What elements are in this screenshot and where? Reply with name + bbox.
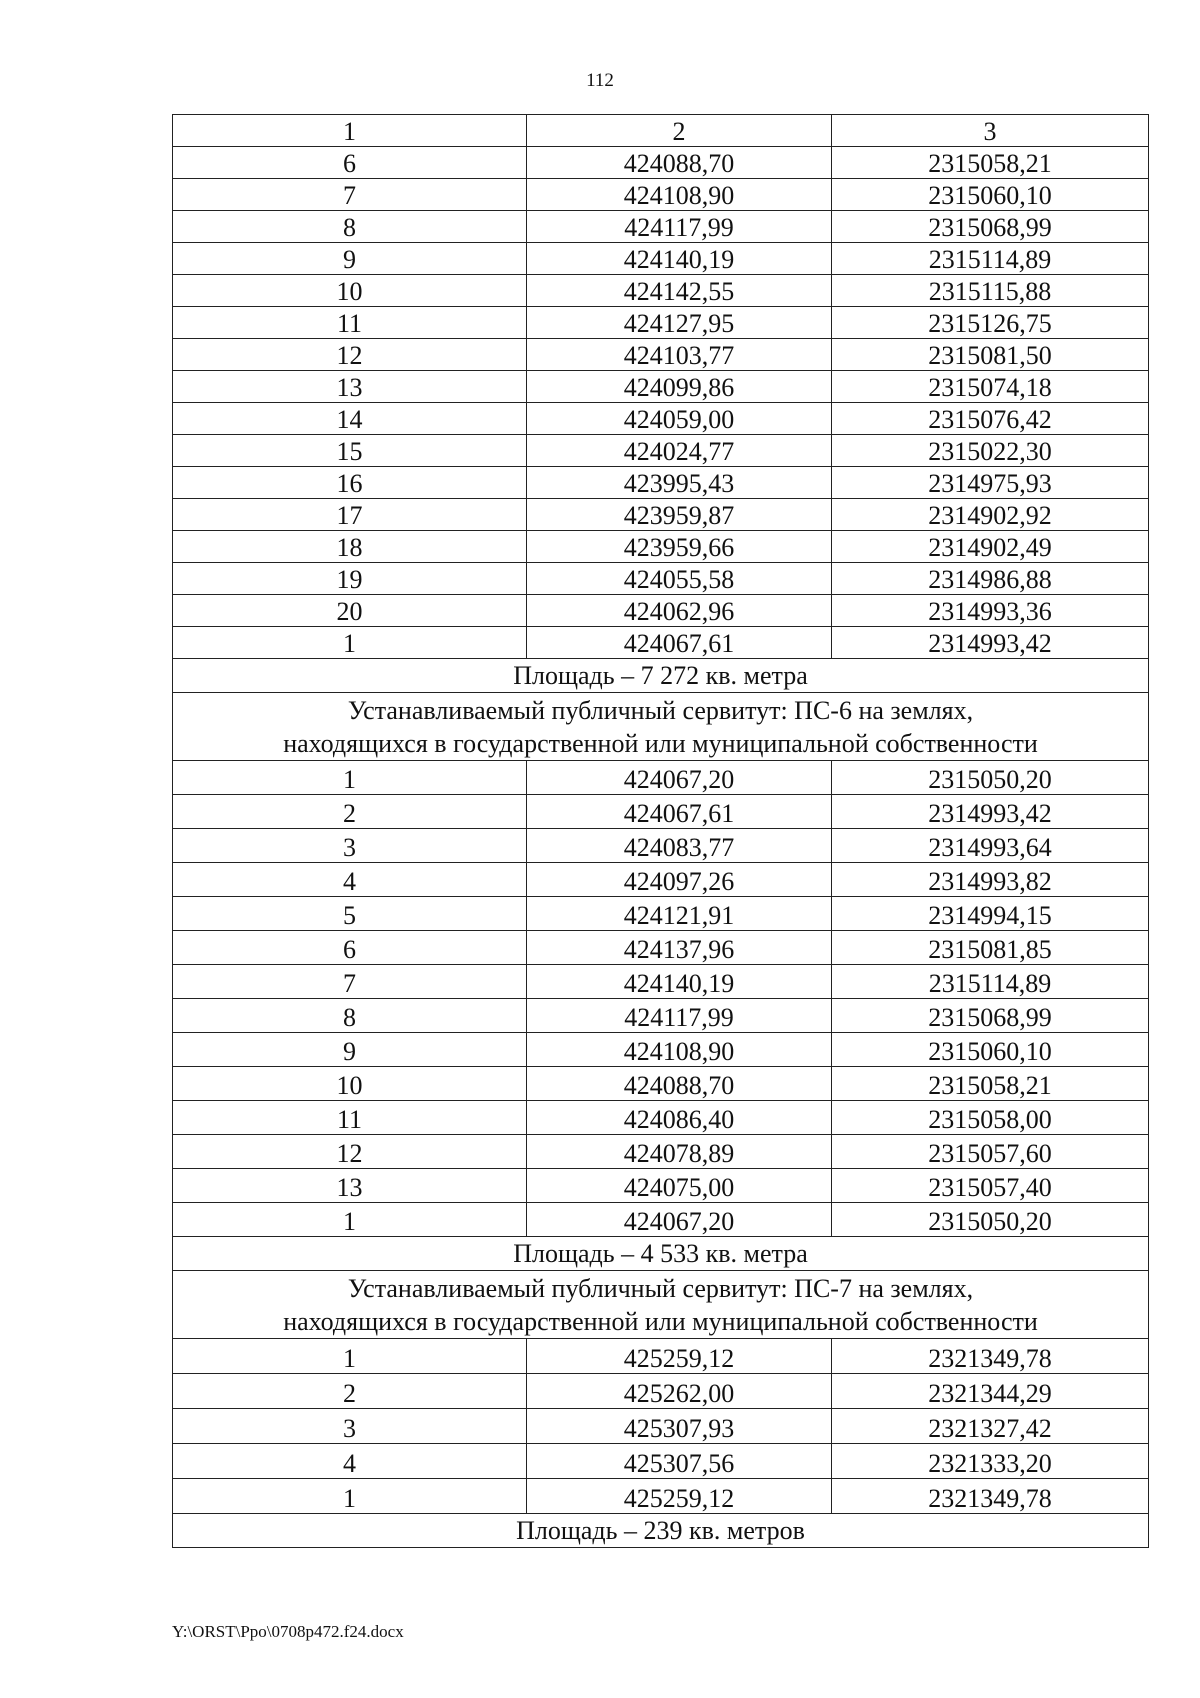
x-coordinate-cell: 424067,20 [527, 761, 832, 795]
table-row [173, 965, 1149, 999]
table-row [173, 761, 1149, 795]
y-coordinate-cell: 2314993,42 [832, 795, 1149, 829]
y-coordinate-cell: 2315114,89 [832, 965, 1149, 999]
y-coordinate-cell: 2315068,99 [832, 999, 1149, 1033]
page-number: 112 [586, 70, 614, 91]
x-coordinate-cell: 424088,70 [527, 1067, 832, 1101]
x-coordinate-cell: 424117,99 [527, 211, 832, 243]
table-row [173, 897, 1149, 931]
table-row [173, 531, 1149, 563]
point-number-cell: 10 [173, 1067, 527, 1101]
area-summary: Площадь – 4 533 кв. метра [173, 1237, 1149, 1271]
table-row [173, 1203, 1149, 1237]
x-coordinate-cell: 424078,89 [527, 1135, 832, 1169]
x-coordinate-cell: 424127,95 [527, 307, 832, 339]
servitude-section-title [173, 1271, 1149, 1339]
point-number-cell: 9 [173, 243, 527, 275]
table-row [173, 403, 1149, 435]
point-number-cell: 11 [173, 307, 527, 339]
point-number-cell: 11 [173, 1101, 527, 1135]
table-row [173, 339, 1149, 371]
x-coordinate-cell: 424024,77 [527, 435, 832, 467]
x-coordinate-cell: 424108,90 [527, 1033, 832, 1067]
point-number-cell: 3 [173, 829, 527, 863]
point-number-cell: 5 [173, 897, 527, 931]
y-coordinate-cell: 2321327,42 [832, 1409, 1149, 1444]
table-row [173, 1033, 1149, 1067]
table-row [173, 499, 1149, 531]
table-row [173, 595, 1149, 627]
x-coordinate-cell: 424142,55 [527, 275, 832, 307]
x-coordinate-cell: 424075,00 [527, 1169, 832, 1203]
area-summary-row [173, 659, 1149, 693]
y-coordinate-cell: 2315081,50 [832, 339, 1149, 371]
area-summary-row [173, 1237, 1149, 1271]
x-coordinate-cell: 423959,87 [527, 499, 832, 531]
point-number-cell: 1 [173, 761, 527, 795]
table-row [173, 563, 1149, 595]
servitude-section-title-line1: Устанавливаемый публичный сервитут: ПС-7 на землях, [347, 1274, 974, 1303]
x-coordinate-cell: 424137,96 [527, 931, 832, 965]
y-coordinate-cell: 2315126,75 [832, 307, 1149, 339]
servitude-section-title-row [173, 1271, 1149, 1339]
y-coordinate-cell: 2315058,21 [832, 1067, 1149, 1101]
point-number-cell: 1 [173, 627, 527, 659]
x-coordinate-cell: 424055,58 [527, 563, 832, 595]
y-coordinate-cell: 2315076,42 [832, 403, 1149, 435]
column-number-cell: 3 [832, 115, 1149, 147]
y-coordinate-cell: 2315058,00 [832, 1101, 1149, 1135]
y-coordinate-cell: 2315115,88 [832, 275, 1149, 307]
point-number-cell: 13 [173, 371, 527, 403]
column-number-row [173, 115, 1149, 147]
y-coordinate-cell: 2314902,49 [832, 531, 1149, 563]
point-number-cell: 1 [173, 1203, 527, 1237]
x-coordinate-cell: 424062,96 [527, 595, 832, 627]
point-number-cell: 1 [173, 1479, 527, 1514]
point-number-cell: 14 [173, 403, 527, 435]
y-coordinate-cell: 2321349,78 [832, 1479, 1149, 1514]
y-coordinate-cell: 2314993,42 [832, 627, 1149, 659]
point-number-cell: 7 [173, 965, 527, 999]
x-coordinate-cell: 424103,77 [527, 339, 832, 371]
point-number-cell: 6 [173, 147, 527, 179]
column-number-cell: 2 [527, 115, 832, 147]
table-row [173, 863, 1149, 897]
point-number-cell: 12 [173, 339, 527, 371]
point-number-cell: 20 [173, 595, 527, 627]
table-row [173, 1409, 1149, 1444]
area-summary-row [173, 1514, 1149, 1548]
point-number-cell: 7 [173, 179, 527, 211]
table-row [173, 627, 1149, 659]
y-coordinate-cell: 2315081,85 [832, 931, 1149, 965]
servitude-section-title [173, 693, 1149, 761]
x-coordinate-cell: 424108,90 [527, 179, 832, 211]
servitude-section-title-line2: находящихся в государственной или муниципальной собственности [283, 1307, 1038, 1336]
x-coordinate-cell: 425259,12 [527, 1479, 832, 1514]
table-row [173, 307, 1149, 339]
y-coordinate-cell: 2314993,82 [832, 863, 1149, 897]
point-number-cell: 12 [173, 1135, 527, 1169]
y-coordinate-cell: 2314993,64 [832, 829, 1149, 863]
point-number-cell: 19 [173, 563, 527, 595]
x-coordinate-cell: 424121,91 [527, 897, 832, 931]
y-coordinate-cell: 2321333,20 [832, 1444, 1149, 1479]
y-coordinate-cell: 2315114,89 [832, 243, 1149, 275]
x-coordinate-cell: 424088,70 [527, 147, 832, 179]
y-coordinate-cell: 2315060,10 [832, 1033, 1149, 1067]
point-number-cell: 2 [173, 795, 527, 829]
point-number-cell: 4 [173, 863, 527, 897]
servitude-section-title-line2: находящихся в государственной или муниципальной собственности [283, 729, 1038, 758]
point-number-cell: 4 [173, 1444, 527, 1479]
x-coordinate-cell: 424099,86 [527, 371, 832, 403]
coordinates-table [172, 114, 1149, 1548]
table-row [173, 179, 1149, 211]
table-row [173, 1169, 1149, 1203]
y-coordinate-cell: 2315050,20 [832, 1203, 1149, 1237]
table-row [173, 243, 1149, 275]
point-number-cell: 8 [173, 211, 527, 243]
table-row [173, 1444, 1149, 1479]
table-row [173, 147, 1149, 179]
point-number-cell: 8 [173, 999, 527, 1033]
y-coordinate-cell: 2315058,21 [832, 147, 1149, 179]
x-coordinate-cell: 424083,77 [527, 829, 832, 863]
y-coordinate-cell: 2315022,30 [832, 435, 1149, 467]
y-coordinate-cell: 2314902,92 [832, 499, 1149, 531]
table-row [173, 1135, 1149, 1169]
table-row [173, 467, 1149, 499]
x-coordinate-cell: 425259,12 [527, 1339, 832, 1374]
table-row [173, 1339, 1149, 1374]
x-coordinate-cell: 424117,99 [527, 999, 832, 1033]
point-number-cell: 6 [173, 931, 527, 965]
table-row [173, 211, 1149, 243]
y-coordinate-cell: 2315068,99 [832, 211, 1149, 243]
y-coordinate-cell: 2314993,36 [832, 595, 1149, 627]
point-number-cell: 13 [173, 1169, 527, 1203]
x-coordinate-cell: 425262,00 [527, 1374, 832, 1409]
point-number-cell: 10 [173, 275, 527, 307]
column-number-cell: 1 [173, 115, 527, 147]
table-row [173, 371, 1149, 403]
x-coordinate-cell: 424059,00 [527, 403, 832, 435]
x-coordinate-cell: 424067,20 [527, 1203, 832, 1237]
x-coordinate-cell: 423995,43 [527, 467, 832, 499]
point-number-cell: 1 [173, 1339, 527, 1374]
point-number-cell: 9 [173, 1033, 527, 1067]
table-row [173, 1479, 1149, 1514]
point-number-cell: 16 [173, 467, 527, 499]
x-coordinate-cell: 425307,56 [527, 1444, 832, 1479]
y-coordinate-cell: 2314994,15 [832, 897, 1149, 931]
area-summary: Площадь – 7 272 кв. метра [173, 659, 1149, 693]
y-coordinate-cell: 2315074,18 [832, 371, 1149, 403]
x-coordinate-cell: 424086,40 [527, 1101, 832, 1135]
point-number-cell: 18 [173, 531, 527, 563]
table-row [173, 1067, 1149, 1101]
y-coordinate-cell: 2315050,20 [832, 761, 1149, 795]
x-coordinate-cell: 425307,93 [527, 1409, 832, 1444]
area-summary: Площадь – 239 кв. метров [173, 1514, 1149, 1548]
y-coordinate-cell: 2314986,88 [832, 563, 1149, 595]
table-row [173, 931, 1149, 965]
servitude-section-title-row [173, 693, 1149, 761]
x-coordinate-cell: 424140,19 [527, 243, 832, 275]
servitude-section-title-line1: Устанавливаемый публичный сервитут: ПС-6 на землях, [347, 696, 974, 725]
y-coordinate-cell: 2315057,60 [832, 1135, 1149, 1169]
point-number-cell: 15 [173, 435, 527, 467]
x-coordinate-cell: 424097,26 [527, 863, 832, 897]
table-row [173, 275, 1149, 307]
point-number-cell: 2 [173, 1374, 527, 1409]
x-coordinate-cell: 424067,61 [527, 795, 832, 829]
table-row [173, 795, 1149, 829]
table-body [173, 115, 1149, 1548]
y-coordinate-cell: 2315060,10 [832, 179, 1149, 211]
table-row [173, 829, 1149, 863]
table-row [173, 1374, 1149, 1409]
point-number-cell: 3 [173, 1409, 527, 1444]
document-file-path: Y:\ORST\Ppo\0708p472.f24.docx [172, 1622, 404, 1641]
y-coordinate-cell: 2314975,93 [832, 467, 1149, 499]
table-row [173, 435, 1149, 467]
table-row [173, 999, 1149, 1033]
point-number-cell: 17 [173, 499, 527, 531]
y-coordinate-cell: 2321349,78 [832, 1339, 1149, 1374]
table-row [173, 1101, 1149, 1135]
x-coordinate-cell: 424067,61 [527, 627, 832, 659]
y-coordinate-cell: 2315057,40 [832, 1169, 1149, 1203]
x-coordinate-cell: 424140,19 [527, 965, 832, 999]
y-coordinate-cell: 2321344,29 [832, 1374, 1149, 1409]
x-coordinate-cell: 423959,66 [527, 531, 832, 563]
